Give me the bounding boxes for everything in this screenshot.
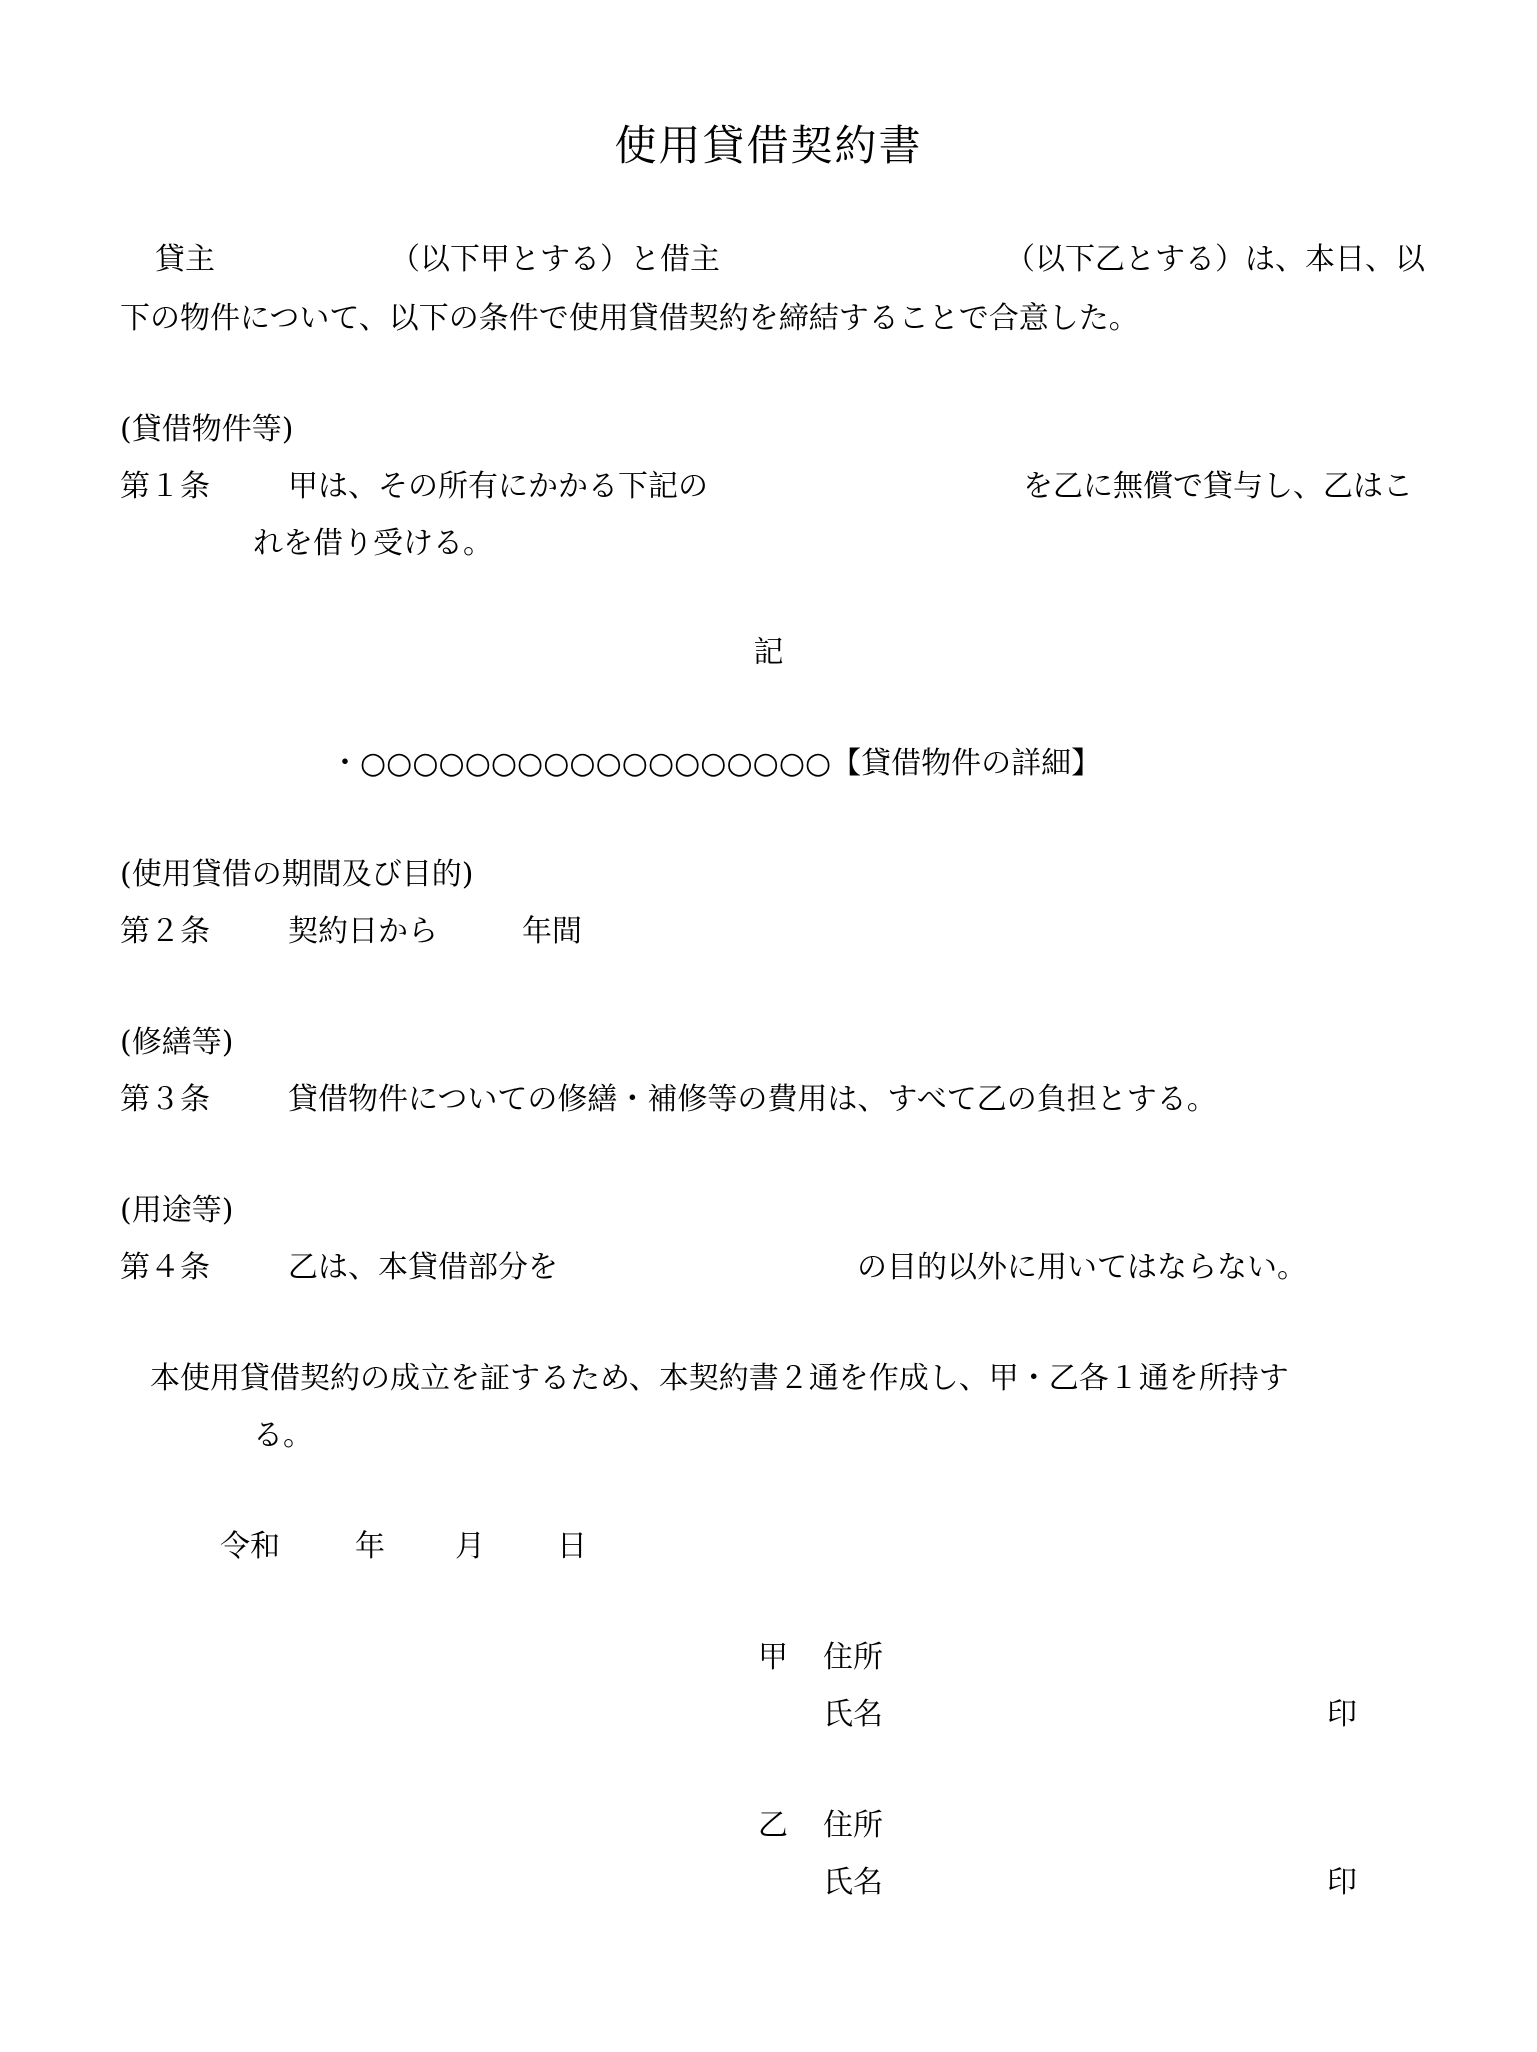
article3-text: 貸借物件についての修繕・補修等の費用は、すべて乙の負担とする。 <box>288 1082 1217 1117</box>
article2-heading: (使用貸借の期間及び目的) <box>120 857 474 892</box>
closing-line-1: 本使用貸借契約の成立を証するため、本契約書２通を作成し、甲・乙各１通を所持す <box>150 1361 1289 1396</box>
date-year: 年 <box>355 1529 385 1564</box>
article4-number: 第４条 <box>120 1250 210 1285</box>
party-a-label: 甲 <box>758 1640 788 1675</box>
article2-text-a: 契約日から <box>288 914 438 949</box>
article3-number: 第３条 <box>120 1082 210 1117</box>
article1-heading: (貸借物件等) <box>120 412 294 447</box>
lender-label: 貸主 <box>155 242 215 277</box>
ki-heading: 記 <box>753 635 784 670</box>
article1-number: 第１条 <box>120 469 210 504</box>
article1-text-c: れを借り受ける。 <box>253 526 493 561</box>
article3-heading: (修繕等) <box>120 1025 234 1060</box>
party-a-name-label: 氏名 <box>823 1697 883 1732</box>
party-a-seal: 印 <box>1327 1697 1357 1732</box>
party-b-address-label: 住所 <box>823 1808 883 1843</box>
lender-suffix: （以下甲とする）と借主 <box>390 242 720 277</box>
article4-heading: (用途等) <box>120 1193 234 1228</box>
borrower-suffix: （以下乙とする）は、本日、以 <box>1005 242 1425 277</box>
article1-text-b: を乙に無償で貸与し、乙はこ <box>1023 469 1413 504</box>
property-item: ・○○○○○○○○○○○○○○○○○○【貸借物件の詳細】 <box>330 746 1102 781</box>
date-era: 令和 <box>220 1529 280 1564</box>
date-day: 日 <box>557 1529 587 1564</box>
article4-text-b: の目的以外に用いてはならない。 <box>857 1250 1307 1285</box>
closing-line-2: る。 <box>253 1418 313 1453</box>
page-title: 使用貸借契約書 <box>614 121 923 170</box>
party-b-seal: 印 <box>1327 1865 1357 1900</box>
article2-text-b: 年間 <box>522 914 582 949</box>
party-b-label: 乙 <box>758 1808 788 1843</box>
party-b-name-label: 氏名 <box>823 1865 883 1900</box>
party-a-address-label: 住所 <box>823 1640 883 1675</box>
article4-text-a: 乙は、本貸借部分を <box>288 1250 558 1285</box>
article2-number: 第２条 <box>120 914 210 949</box>
intro-line-2: 下の物件について、以下の条件で使用貸借契約を締結することで合意した。 <box>120 301 1139 336</box>
article1-text-a: 甲は、その所有にかかる下記の <box>288 469 708 504</box>
date-month: 月 <box>455 1529 485 1564</box>
